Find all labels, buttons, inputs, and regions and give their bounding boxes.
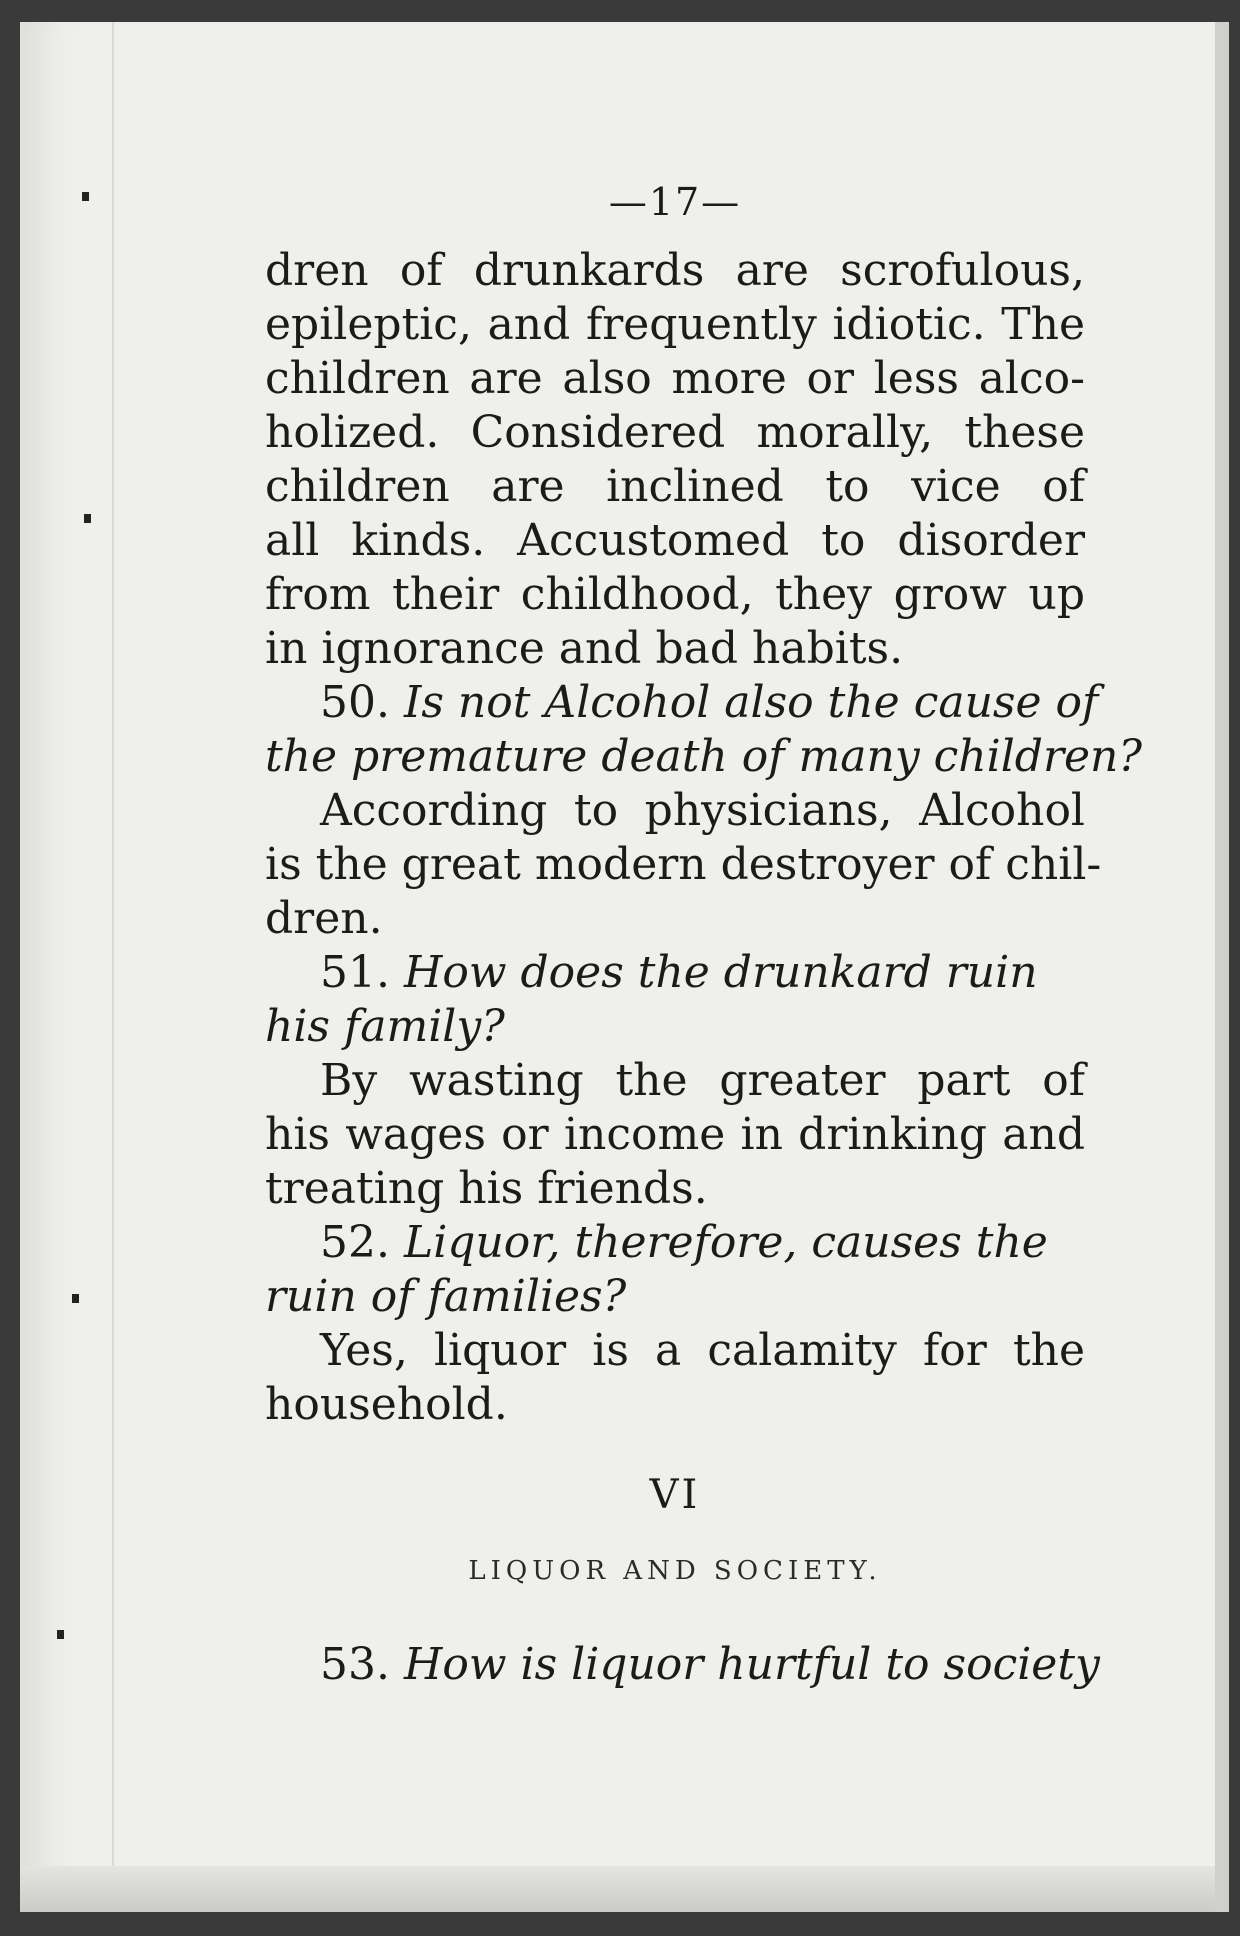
text-line: all kinds. Accustomed to disorder [265, 515, 1085, 566]
answer-line: his wages or income in drinking and [265, 1109, 1085, 1160]
gutter-line [112, 22, 114, 1912]
answer-51 [265, 1054, 1085, 1216]
question-number: 50. [320, 677, 390, 728]
question-text: How does the drunkard ruin [403, 947, 1038, 998]
text-line: children are also more or less alco- [265, 353, 1085, 404]
answer-line: household. [265, 1379, 508, 1430]
paragraph-continuation [265, 244, 1085, 676]
binding-mark [84, 514, 91, 523]
question-line: the premature death of many children? [265, 731, 1142, 782]
question-53 [265, 1638, 1100, 1692]
question-text: How is liquor hurtful to society [403, 1639, 1100, 1690]
page-text [265, 180, 1142, 1692]
text-line: dren of drunkards are scrofulous, [265, 245, 1085, 296]
answer-line: is the great modern destroyer of chil- [265, 839, 1102, 890]
question-line [265, 1216, 1085, 1270]
question-number: 52. [320, 1217, 390, 1268]
page-number: —17— [608, 180, 742, 224]
question-line [265, 946, 1085, 1000]
text-line: from their childhood, they grow up [265, 569, 1085, 620]
answer-line: According to physicians, Alcohol [320, 785, 1085, 836]
question-line: ruin of families? [265, 1271, 627, 1322]
answer-52 [265, 1324, 1085, 1432]
text-line: in ignorance and bad habits. [265, 623, 904, 674]
section-numeral: VI [649, 1472, 701, 1518]
question-51 [265, 946, 1085, 1054]
question-50 [265, 676, 1142, 784]
question-text: Is not Alcohol also the cause of [403, 677, 1099, 728]
question-number: 53. [320, 1639, 390, 1690]
answer-50 [265, 784, 1102, 946]
answer-line: treating his friends. [265, 1163, 708, 1214]
page-bottom-edge [20, 1866, 1215, 1912]
binding-mark [72, 1294, 79, 1303]
section-heading: LIQUOR AND SOCIETY. [468, 1556, 882, 1586]
question-line [265, 676, 1099, 730]
question-number: 51. [320, 947, 390, 998]
binding-mark [82, 192, 89, 201]
binding-mark [57, 1630, 64, 1639]
answer-line: Yes, liquor is a calamity for the [320, 1325, 1085, 1376]
text-line: children are inclined to vice of [265, 461, 1085, 512]
question-line: his family? [265, 1001, 505, 1052]
answer-line: dren. [265, 893, 383, 944]
question-52 [265, 1216, 1085, 1324]
answer-line: By wasting the greater part of [320, 1055, 1085, 1106]
question-text: Liquor, therefore, causes the [403, 1217, 1048, 1268]
text-line: epileptic, and frequently idiotic. The [265, 299, 1085, 350]
text-line: holized. Considered morally, these [265, 407, 1085, 458]
question-line [265, 1638, 1100, 1692]
